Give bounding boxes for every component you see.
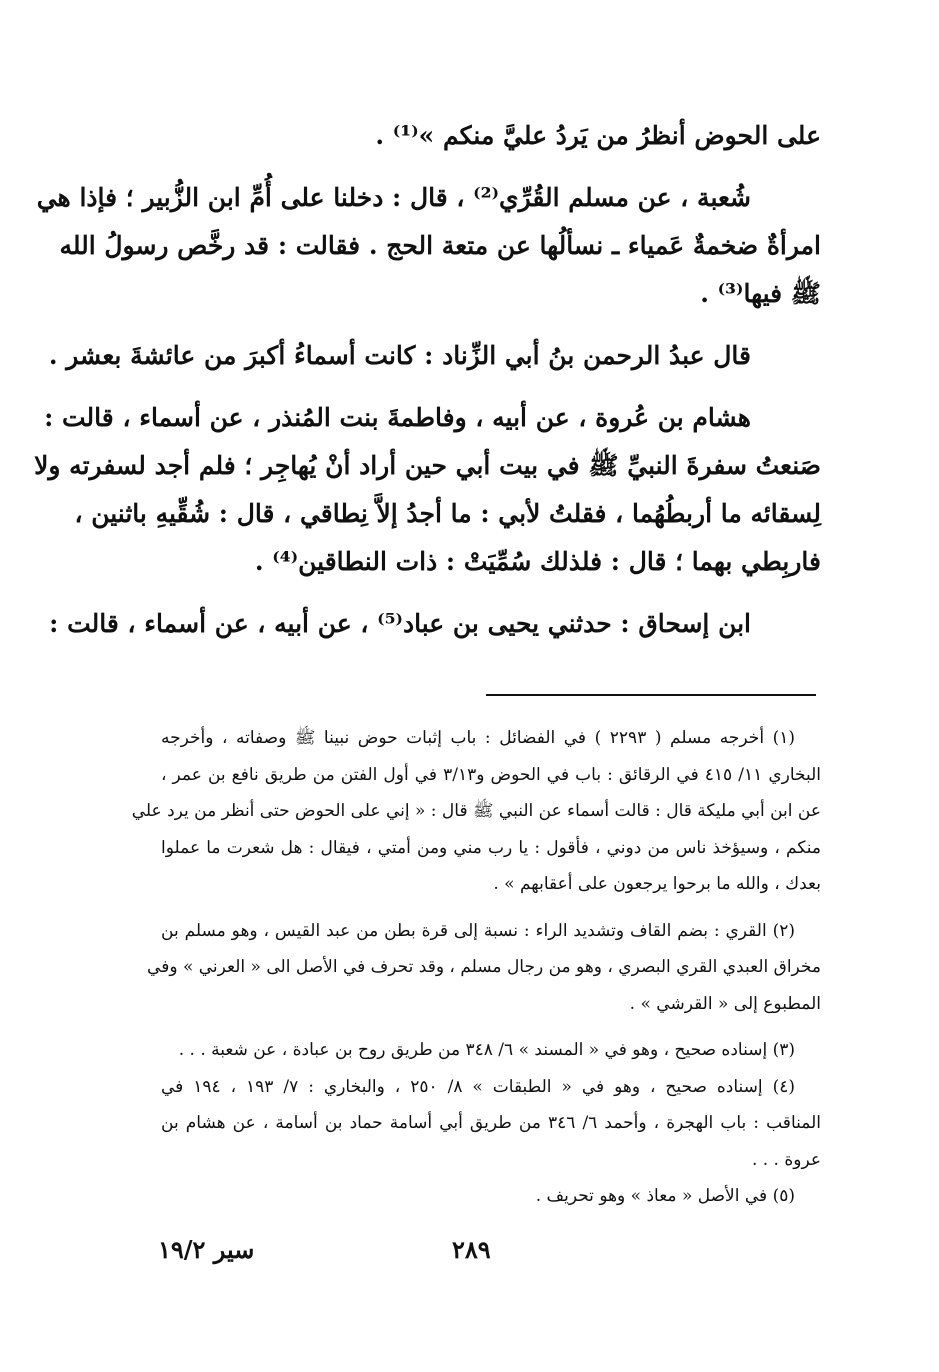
text-line: لِسقائه ما أربطُهُما ، فقلتُ لأبي : ما أجدُ إلاَّ نِطاقي ، قال : شُقِّيهِ باثنين ، — [74, 499, 821, 528]
footnote-line: (٣) إسناده صحيح ، وهو في « المسند » ٦/ ٣٤٨ من طريق روح بن عبادة ، عن شعبة . . . — [178, 1040, 795, 1060]
text-line: قال عبدُ الرحمن بنُ أبي الزِّناد : كانت أسماءُ أكبرَ من عائشةَ بعشر . — [48, 341, 751, 370]
footnote-line: (٤) إسناده صحيح ، وهو في « الطبقات » ٨/ ٢٥٠ ، والبخاري : ٧/ ١٩٣ ، ١٩٤ في — [161, 1076, 795, 1097]
text-line: فاربِطي بهما ؛ قال : فلذلك سُمِّيَتْ : ذات النطاقين⁽⁴⁾ . — [254, 547, 821, 576]
footnote-separator — [486, 694, 816, 696]
text-line: ابن إسحاق : حدثني يحيى بن عباد⁽⁵⁾ ، عن أبيه ، عن أسماء ، قالت : — [49, 609, 751, 638]
text-line: شُعبة ، عن مسلم القُرِّي⁽²⁾ ، قال : دخلنا على أُمِّ ابن الزُّبير ؛ فإذا هي — [36, 183, 751, 212]
footnote-line: (٢) القري : بضم القاف وتشديد الراء : نسبة إلى قرة بطن من عبد القيس ، وهو مسلم بن — [161, 920, 795, 941]
footnote-line: عن ابن أبي مليكة قال : قالت أسماء عن النبي ﷺ قال : « إني على الحوض حتى أنظر من يرد علي — [131, 801, 821, 821]
text-line: امرأةٌ ضخمةٌ عَمياء ـ نسألُها عن متعة الحج . فقالت : قد رخَّص رسولُ الله — [59, 231, 821, 260]
footnote-line: البخاري ١١/ ٤١٥ في الرقائق : باب في الحوض و٣/١٣ في أول الفتن من طريق نافع بن عمر ، — [161, 764, 822, 785]
text-line: هشام بن عُروة ، عن أبيه ، وفاطمةَ بنت المُنذر ، عن أسماء ، قالت : — [44, 403, 751, 432]
text-line: صَنعتُ سفرةَ النبيِّ ﷺ في بيت أبي حين أراد أنْ يُهاجِر ؛ فلم أجد لسفرته ولا — [34, 451, 821, 480]
footnote-line: (١) أخرجه مسلم ( ٢٢٩٣ ) في الفضائل : باب إثبات حوض نبينا ﷺ وصفاته ، وأخرجه — [161, 728, 795, 748]
footnotes — [131, 720, 822, 1215]
footnote-line: المطبوع إلى « القرشي » . — [629, 993, 821, 1014]
text-line: ﷺ فيها⁽³⁾ . — [700, 279, 821, 308]
footnote-line: مخراق العبدي القري البصري ، وهو من رجال مسلم ، وقد تحرف في الأصل الى « العرني » وفي — [147, 957, 821, 977]
page-number: ٢٨٩ — [452, 1235, 491, 1264]
footnote-line: المناقب : باب الهجرة ، وأحمد ٦/ ٣٤٦ من طريق أبي أسامة حماد بن أسامة ، عن هشام بن — [161, 1113, 821, 1133]
footnote-line: عروة . . . — [751, 1149, 821, 1170]
main-text — [34, 112, 821, 648]
text-line: على الحوض أنظرُ من يَردُ عليَّ منكم »⁽¹⁾ . — [375, 121, 821, 150]
footnote-line: بعدك ، والله ما برحوا يرجعون على أعقابهم » . — [493, 874, 821, 894]
footnote-line: (٥) في الأصل « معاذ » وهو تحريف . — [535, 1186, 795, 1206]
footnote-line: منكم ، وسيؤخذ ناس من دوني ، فأقول : يا رب مني ومن أمتي ، فيقال : هل شعرت ما عملوا — [161, 837, 821, 858]
signature-mark: سير ١٩/٢ — [158, 1235, 255, 1264]
